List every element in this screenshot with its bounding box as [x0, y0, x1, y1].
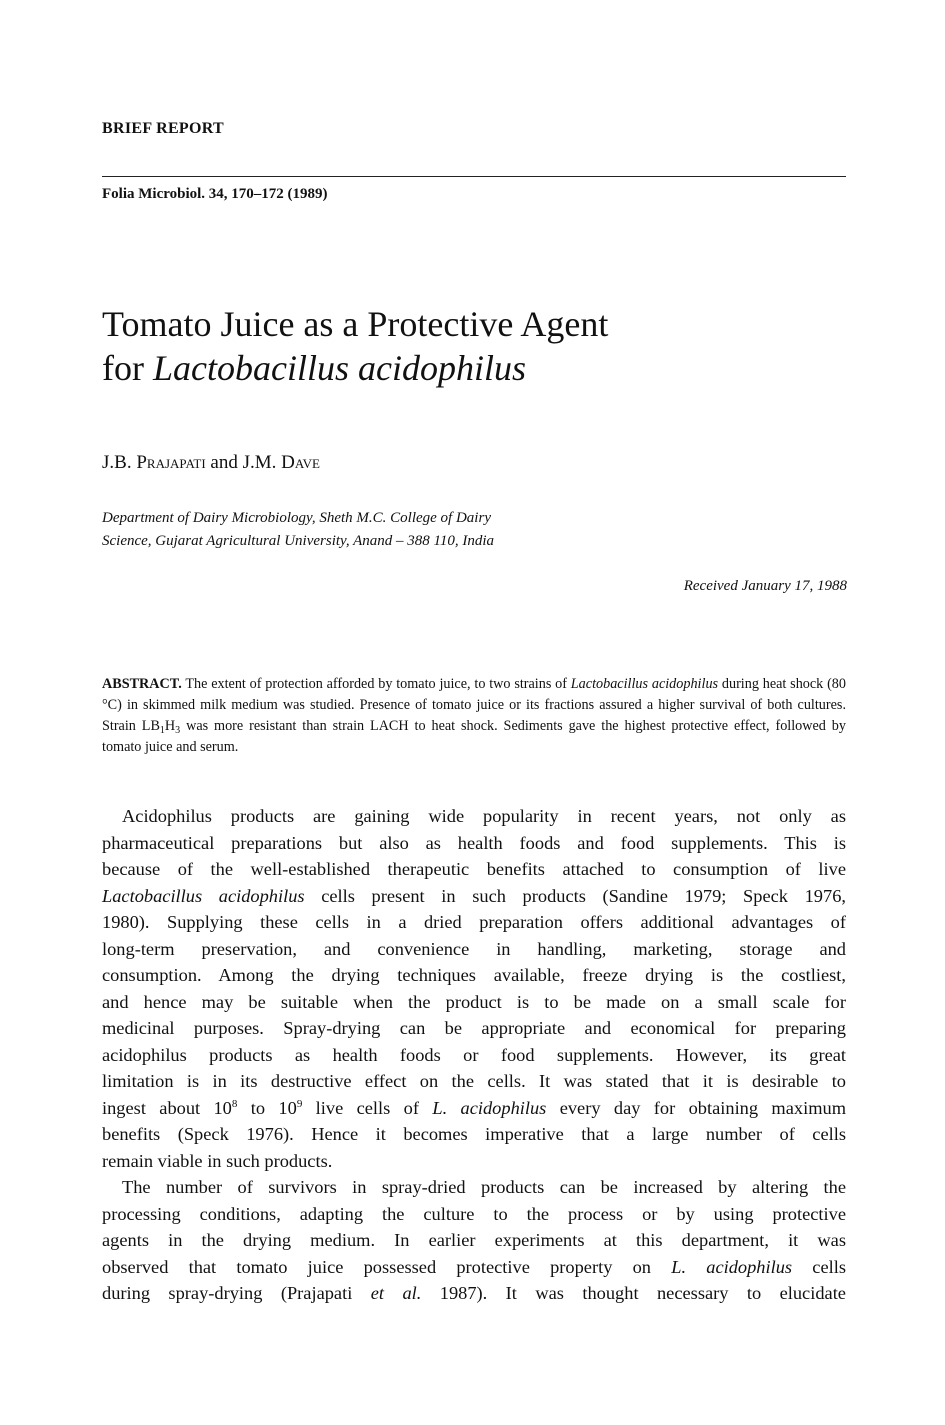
body-species: Lactobacillus acidophilus	[102, 885, 305, 906]
body-citation-italic: et al.	[370, 1283, 422, 1303]
abstract	[102, 674, 846, 758]
body-line: acidophilus products as health foods or food supplements. However, its great	[102, 1044, 846, 1065]
title-species: Lactobacillus acidophilus	[152, 348, 526, 388]
body-line: benefits (Speck 1976). Hence it becomes imperative that a large number of cells	[102, 1124, 846, 1144]
abstract-label: ABSTRACT.	[102, 676, 182, 692]
body-text-run: every day for obtaining maximum	[559, 1097, 846, 1118]
body-paragraph-2	[102, 1174, 846, 1307]
header-rule	[102, 176, 846, 177]
author-2-initials: J.M.	[242, 452, 277, 473]
body-line: medicinal purposes. Spray-drying can be appropriate and economical for preparing	[102, 1018, 846, 1038]
body-line: pharmaceutical preparations but also as health foods and food supplements. This is	[102, 832, 846, 853]
body-line	[102, 1280, 846, 1307]
body-text	[102, 803, 846, 1307]
body-text-run: live cells of	[315, 1097, 419, 1118]
body-line: Acidophilus products are gaining wide popularity in recent years, not only as	[122, 806, 846, 826]
body-superscript: 8	[231, 1097, 238, 1110]
author-connector: and	[210, 452, 238, 473]
body-text-run: ingest about 10	[102, 1097, 232, 1118]
body-line: because of the well-established therapeutic benefits attached to consumption of live	[102, 859, 846, 879]
abstract-text: The extent of protection afforded by tomato juice, to two strains of	[185, 676, 567, 692]
abstract-text: during heat shock (80 °C) in skimmed milk medium was studied. Presence of tomato juice or its fractions assured a higher survival of both cultures. Strain LB	[102, 676, 846, 734]
author-1-initials: J.B.	[102, 452, 132, 473]
body-line: agents in the drying medium. In earlier experiments at this department, it was	[102, 1230, 846, 1250]
author-2-surname: Dave	[281, 452, 320, 473]
body-text-run: cells present in such products (Sandine 1979; Speck 1976,	[321, 885, 846, 906]
author-1-surname: Prajapati	[136, 452, 206, 473]
affiliation-line-2: Science, Gujarat Agricultural University, Anand – 388 110, India	[102, 533, 495, 549]
body-line	[102, 1254, 846, 1281]
affiliation	[102, 507, 494, 553]
section-label: BRIEF REPORT	[102, 120, 225, 137]
citation-volume: 34	[208, 186, 224, 202]
body-text-run: to 10	[250, 1097, 297, 1118]
title-line-2-prefix: for	[102, 348, 153, 388]
journal-citation: Folia Microbiol. 34, 170–172 (1989)	[102, 186, 328, 202]
body-line: processing conditions, adapting the culture to the process or by using protective	[102, 1203, 846, 1224]
body-line: 1980). Supplying these cells in a dried preparation offers additional advantages of	[102, 912, 846, 932]
affiliation-line-1: Department of Dairy Microbiology, Sheth M.C. College of Dairy	[102, 510, 491, 526]
abstract-text: H	[164, 718, 176, 734]
body-species: L. acidophilus	[432, 1097, 547, 1118]
body-line: The number of survivors in spray-dried products can be increased by altering the	[122, 1177, 846, 1197]
abstract-text: was more resistant than strain LACH to heat shock. Sediments gave the highest protective effect, followed by tomato juice and serum.	[102, 718, 846, 755]
body-line: limitation is in its destructive effect on the cells. It was stated that it is desirable to	[102, 1071, 846, 1091]
paper-title	[102, 302, 608, 390]
title-line-1: Tomato Juice as a Protective Agent	[102, 304, 609, 344]
body-line: and hence may be suitable when the product is to be made on a small scale for	[102, 991, 846, 1012]
body-paragraph-1	[102, 803, 846, 1174]
body-superscript: 9	[296, 1097, 303, 1110]
citation-pages: 170–172 (1989)	[231, 186, 328, 202]
body-line: consumption. Among the drying techniques available, freeze drying is the costliest,	[102, 965, 846, 985]
body-line	[102, 883, 846, 910]
body-species: L. acidophilus	[671, 1256, 793, 1277]
body-line	[102, 1095, 846, 1122]
body-text-run: 1987). It was thought necessary to elucidate	[439, 1283, 846, 1303]
abstract-species: Lactobacillus acidophilus	[570, 676, 719, 692]
body-line: long-term preservation, and convenience in handling, marketing, storage and	[102, 938, 846, 959]
author-list	[102, 452, 320, 474]
body-line: remain viable in such products.	[102, 1150, 333, 1171]
body-text-run: cells	[812, 1256, 846, 1277]
abstract-subscript: 1	[159, 725, 165, 736]
abstract-subscript: 3	[175, 725, 181, 736]
title-line-2	[102, 346, 608, 390]
citation-journal: Folia Microbiol.	[102, 186, 206, 202]
body-text-run: during spray-drying (Prajapati	[102, 1283, 353, 1303]
body-text-run: observed that tomato juice possessed protective property on	[102, 1256, 651, 1277]
received-date: Received January 17, 1988	[683, 578, 847, 594]
